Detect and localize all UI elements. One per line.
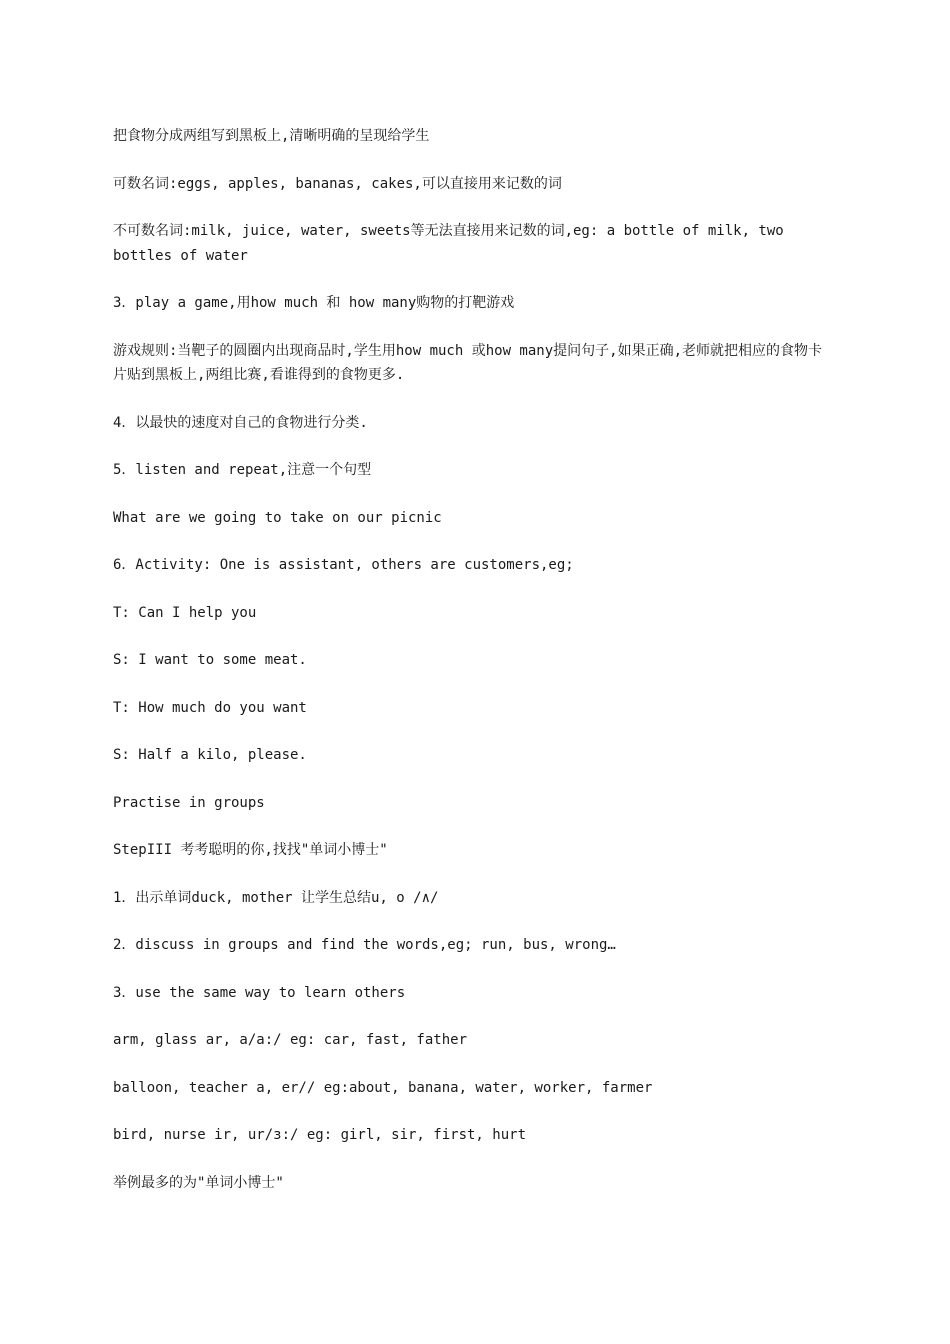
paragraph: StepIII 考考聪明的你,找找"单词小博士" xyxy=(113,842,388,858)
document-body xyxy=(113,124,835,1218)
paragraph: 6．Activity: One is assistant, others are customers,eg; xyxy=(113,557,574,573)
paragraph: What are we going to take on our picnic xyxy=(113,509,442,526)
paragraph: balloon, teacher a, er// eg:about, banana, water, worker, farmer xyxy=(113,1079,653,1096)
paragraph: 3．play a game,用how much 和 how many购物的打靶游戏 xyxy=(113,295,515,311)
paragraph: T: How much do you want xyxy=(113,699,307,716)
paragraph: 把食物分成两组写到黑板上,清晰明确的呈现给学生 xyxy=(113,128,430,144)
paragraph: 可数名词:eggs, apples, bananas, cakes,可以直接用来记数的词 xyxy=(113,175,562,192)
paragraph: 2．discuss in groups and find the words,eg; run, bus, wrong… xyxy=(113,937,616,953)
paragraph: Practise in groups xyxy=(113,794,265,811)
paragraph: 不可数名词:milk, juice, water, sweets等无法直接用来记数的词,eg: a bottle of milk, two bottles of water xyxy=(113,223,793,264)
paragraph: bird, nurse ir, ur/ɜ:/ eg: girl, sir, first, hurt xyxy=(113,1127,527,1143)
paragraph: 3．use the same way to learn others xyxy=(113,984,406,1001)
paragraph: 游戏规则:当靶子的圆圈内出现商品时,学生用how much 或how many提问句子,如果正确,老师就把相应的食物卡片贴到黑板上,两组比赛,看谁得到的食物更多. xyxy=(113,342,823,383)
paragraph: 5．listen and repeat,注意一个句型 xyxy=(113,462,372,478)
paragraph: S: I want to some meat. xyxy=(113,652,307,668)
paragraph: 1．出示单词duck, mother 让学生总结u, o /∧/ xyxy=(113,889,439,906)
paragraph: arm, glass ar, a/a:/ eg: car, fast, father xyxy=(113,1032,468,1048)
paragraph: 举例最多的为"单词小博士" xyxy=(113,1174,284,1191)
paragraph: 4．以最快的速度对自己的食物进行分类. xyxy=(113,414,368,431)
paragraph: S: Half a kilo, please. xyxy=(113,747,307,763)
paragraph: T: Can I help you xyxy=(113,604,257,621)
